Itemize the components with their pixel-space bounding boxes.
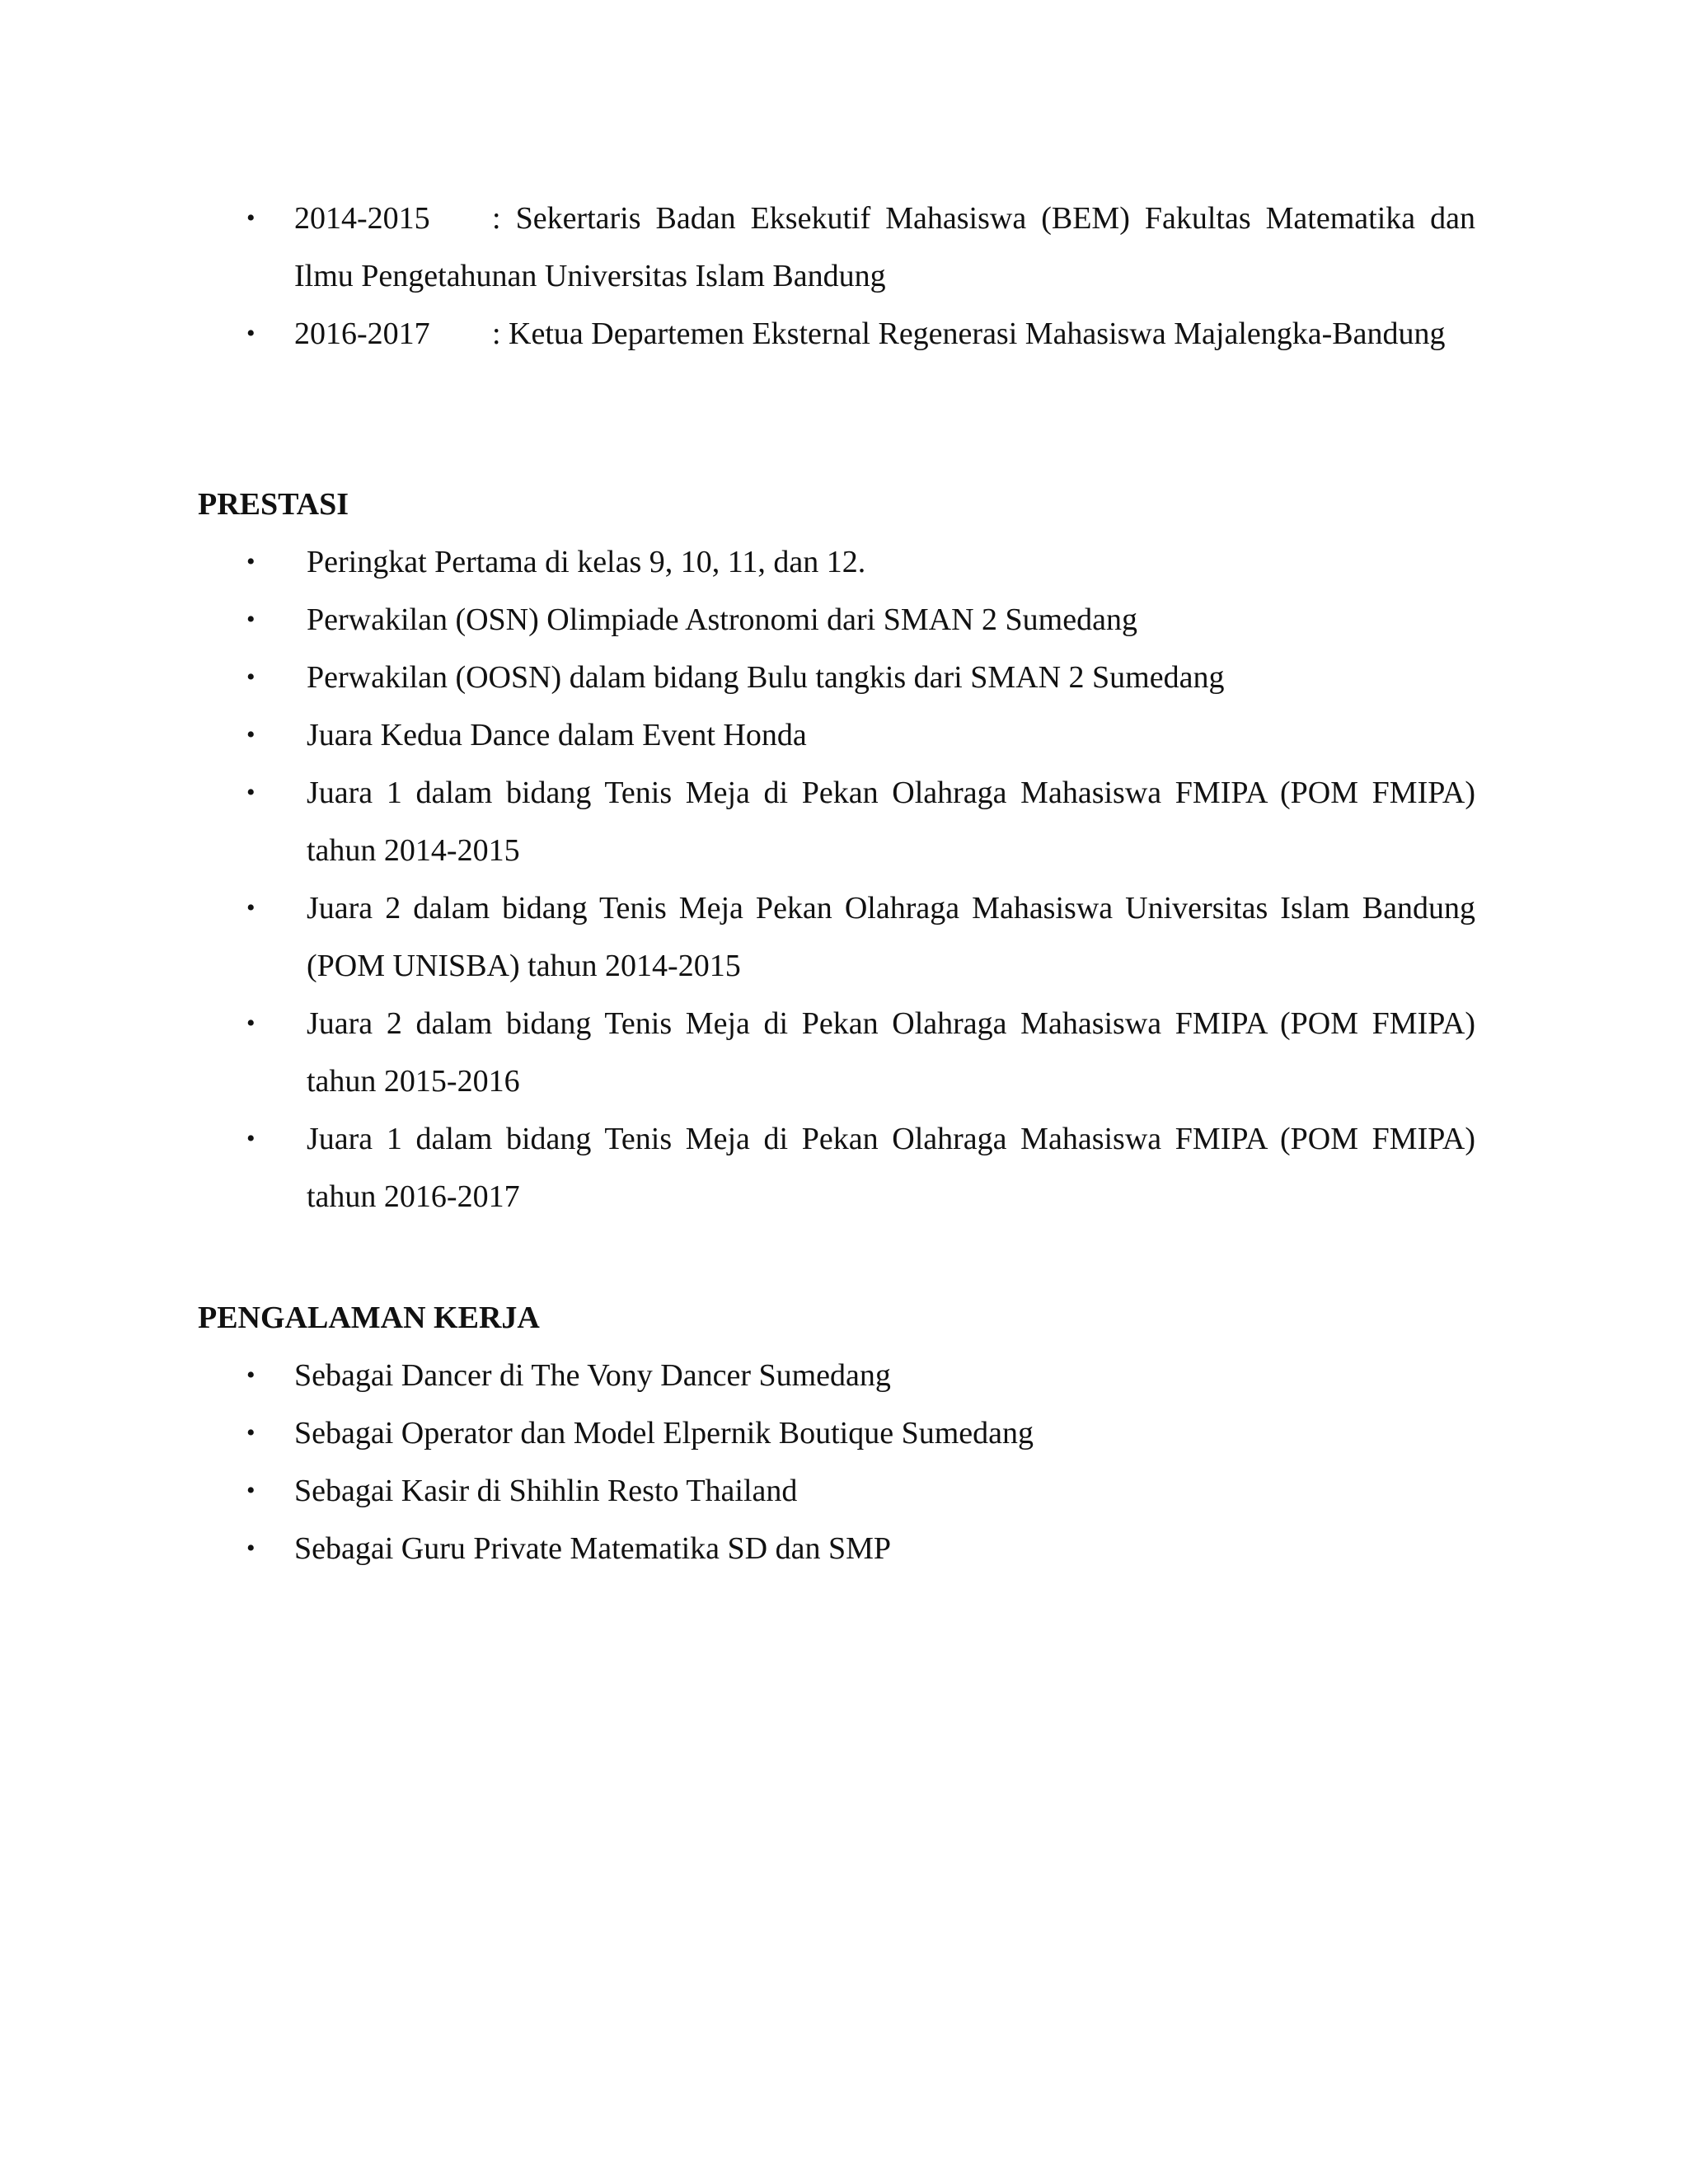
section-heading-prestasi: PRESTASI: [198, 487, 349, 522]
achievement-text: Peringkat Pertama di kelas 9, 10, 11, dan 12.: [307, 545, 866, 579]
achievement-item: [246, 764, 1475, 879]
bullet-icon: •: [246, 1419, 256, 1446]
work-experience-text: Sebagai Guru Private Matematika SD dan SMP: [294, 1531, 892, 1566]
achievement-text: Juara 2 dalam bidang Tenis Meja Pekan Olahraga Mahasiswa Universitas Islam Bandung (POM UNISBA) tahun 2014-2015: [307, 891, 1475, 983]
work-experience-text: Sebagai Operator dan Model Elpernik Boutique Sumedang: [294, 1416, 1034, 1451]
work-experience-item: [246, 1404, 1475, 1462]
bullet-icon: •: [246, 894, 256, 921]
work-experience-item: [246, 1347, 1475, 1404]
bullet-icon: •: [246, 1125, 256, 1152]
organization-year: 2016-2017: [294, 316, 430, 351]
organization-list: [246, 190, 1475, 363]
work-experience-text: Sebagai Kasir di Shihlin Resto Thailand: [294, 1474, 798, 1508]
achievement-text: Juara 2 dalam bidang Tenis Meja di Pekan Olahraga Mahasiswa FMIPA (POM FMIPA) tahun 2015-2016: [307, 1006, 1475, 1099]
bullet-icon: •: [246, 204, 256, 232]
bullet-icon: •: [246, 1477, 256, 1504]
bullet-icon: •: [246, 320, 256, 347]
bullet-icon: •: [246, 606, 256, 633]
achievement-text: Juara 1 dalam bidang Tenis Meja di Pekan Olahraga Mahasiswa FMIPA (POM FMIPA) tahun 2016-2017: [307, 1122, 1475, 1214]
achievement-item: [246, 533, 1475, 591]
bullet-icon: •: [246, 779, 256, 806]
achievement-text: Perwakilan (OOSN) dalam bidang Bulu tangkis dari SMAN 2 Sumedang: [307, 660, 1225, 695]
achievement-item: [246, 1110, 1475, 1226]
work-experience-item: [246, 1520, 1475, 1577]
bullet-icon: •: [246, 1535, 256, 1562]
organization-item: [246, 305, 1475, 363]
achievement-list: [246, 533, 1475, 1226]
achievement-text: Juara 1 dalam bidang Tenis Meja di Pekan Olahraga Mahasiswa FMIPA (POM FMIPA) tahun 2014-2015: [307, 776, 1475, 868]
achievement-item: [246, 995, 1475, 1110]
work-experience-list: [246, 1347, 1475, 1577]
achievement-text: Perwakilan (OSN) Olimpiade Astronomi dari SMAN 2 Sumedang: [307, 602, 1137, 637]
achievement-item: [246, 649, 1475, 706]
organization-item: [246, 190, 1475, 305]
bullet-icon: •: [246, 663, 256, 691]
achievement-text: Juara Kedua Dance dalam Event Honda: [307, 718, 807, 752]
organization-description: : Sekertaris Badan Eksekutif Mahasiswa (BEM) Fakultas Matematika dan Ilmu Pengetahunan Universitas Islam Bandung: [294, 201, 1475, 293]
bullet-icon: •: [246, 1010, 256, 1037]
achievement-item: [246, 706, 1475, 764]
section-heading-pengalaman-kerja: PENGALAMAN KERJA: [198, 1301, 540, 1335]
organization-year: 2014-2015: [294, 201, 430, 236]
bullet-icon: •: [246, 1361, 256, 1389]
achievement-item: [246, 591, 1475, 649]
organization-description: : Ketua Departemen Eksternal Regenerasi Mahasiswa Majalengka-Bandung: [492, 316, 1446, 351]
bullet-icon: •: [246, 548, 256, 575]
work-experience-text: Sebagai Dancer di The Vony Dancer Sumedang: [294, 1358, 891, 1393]
achievement-item: [246, 879, 1475, 995]
work-experience-item: [246, 1462, 1475, 1520]
bullet-icon: •: [246, 721, 256, 748]
